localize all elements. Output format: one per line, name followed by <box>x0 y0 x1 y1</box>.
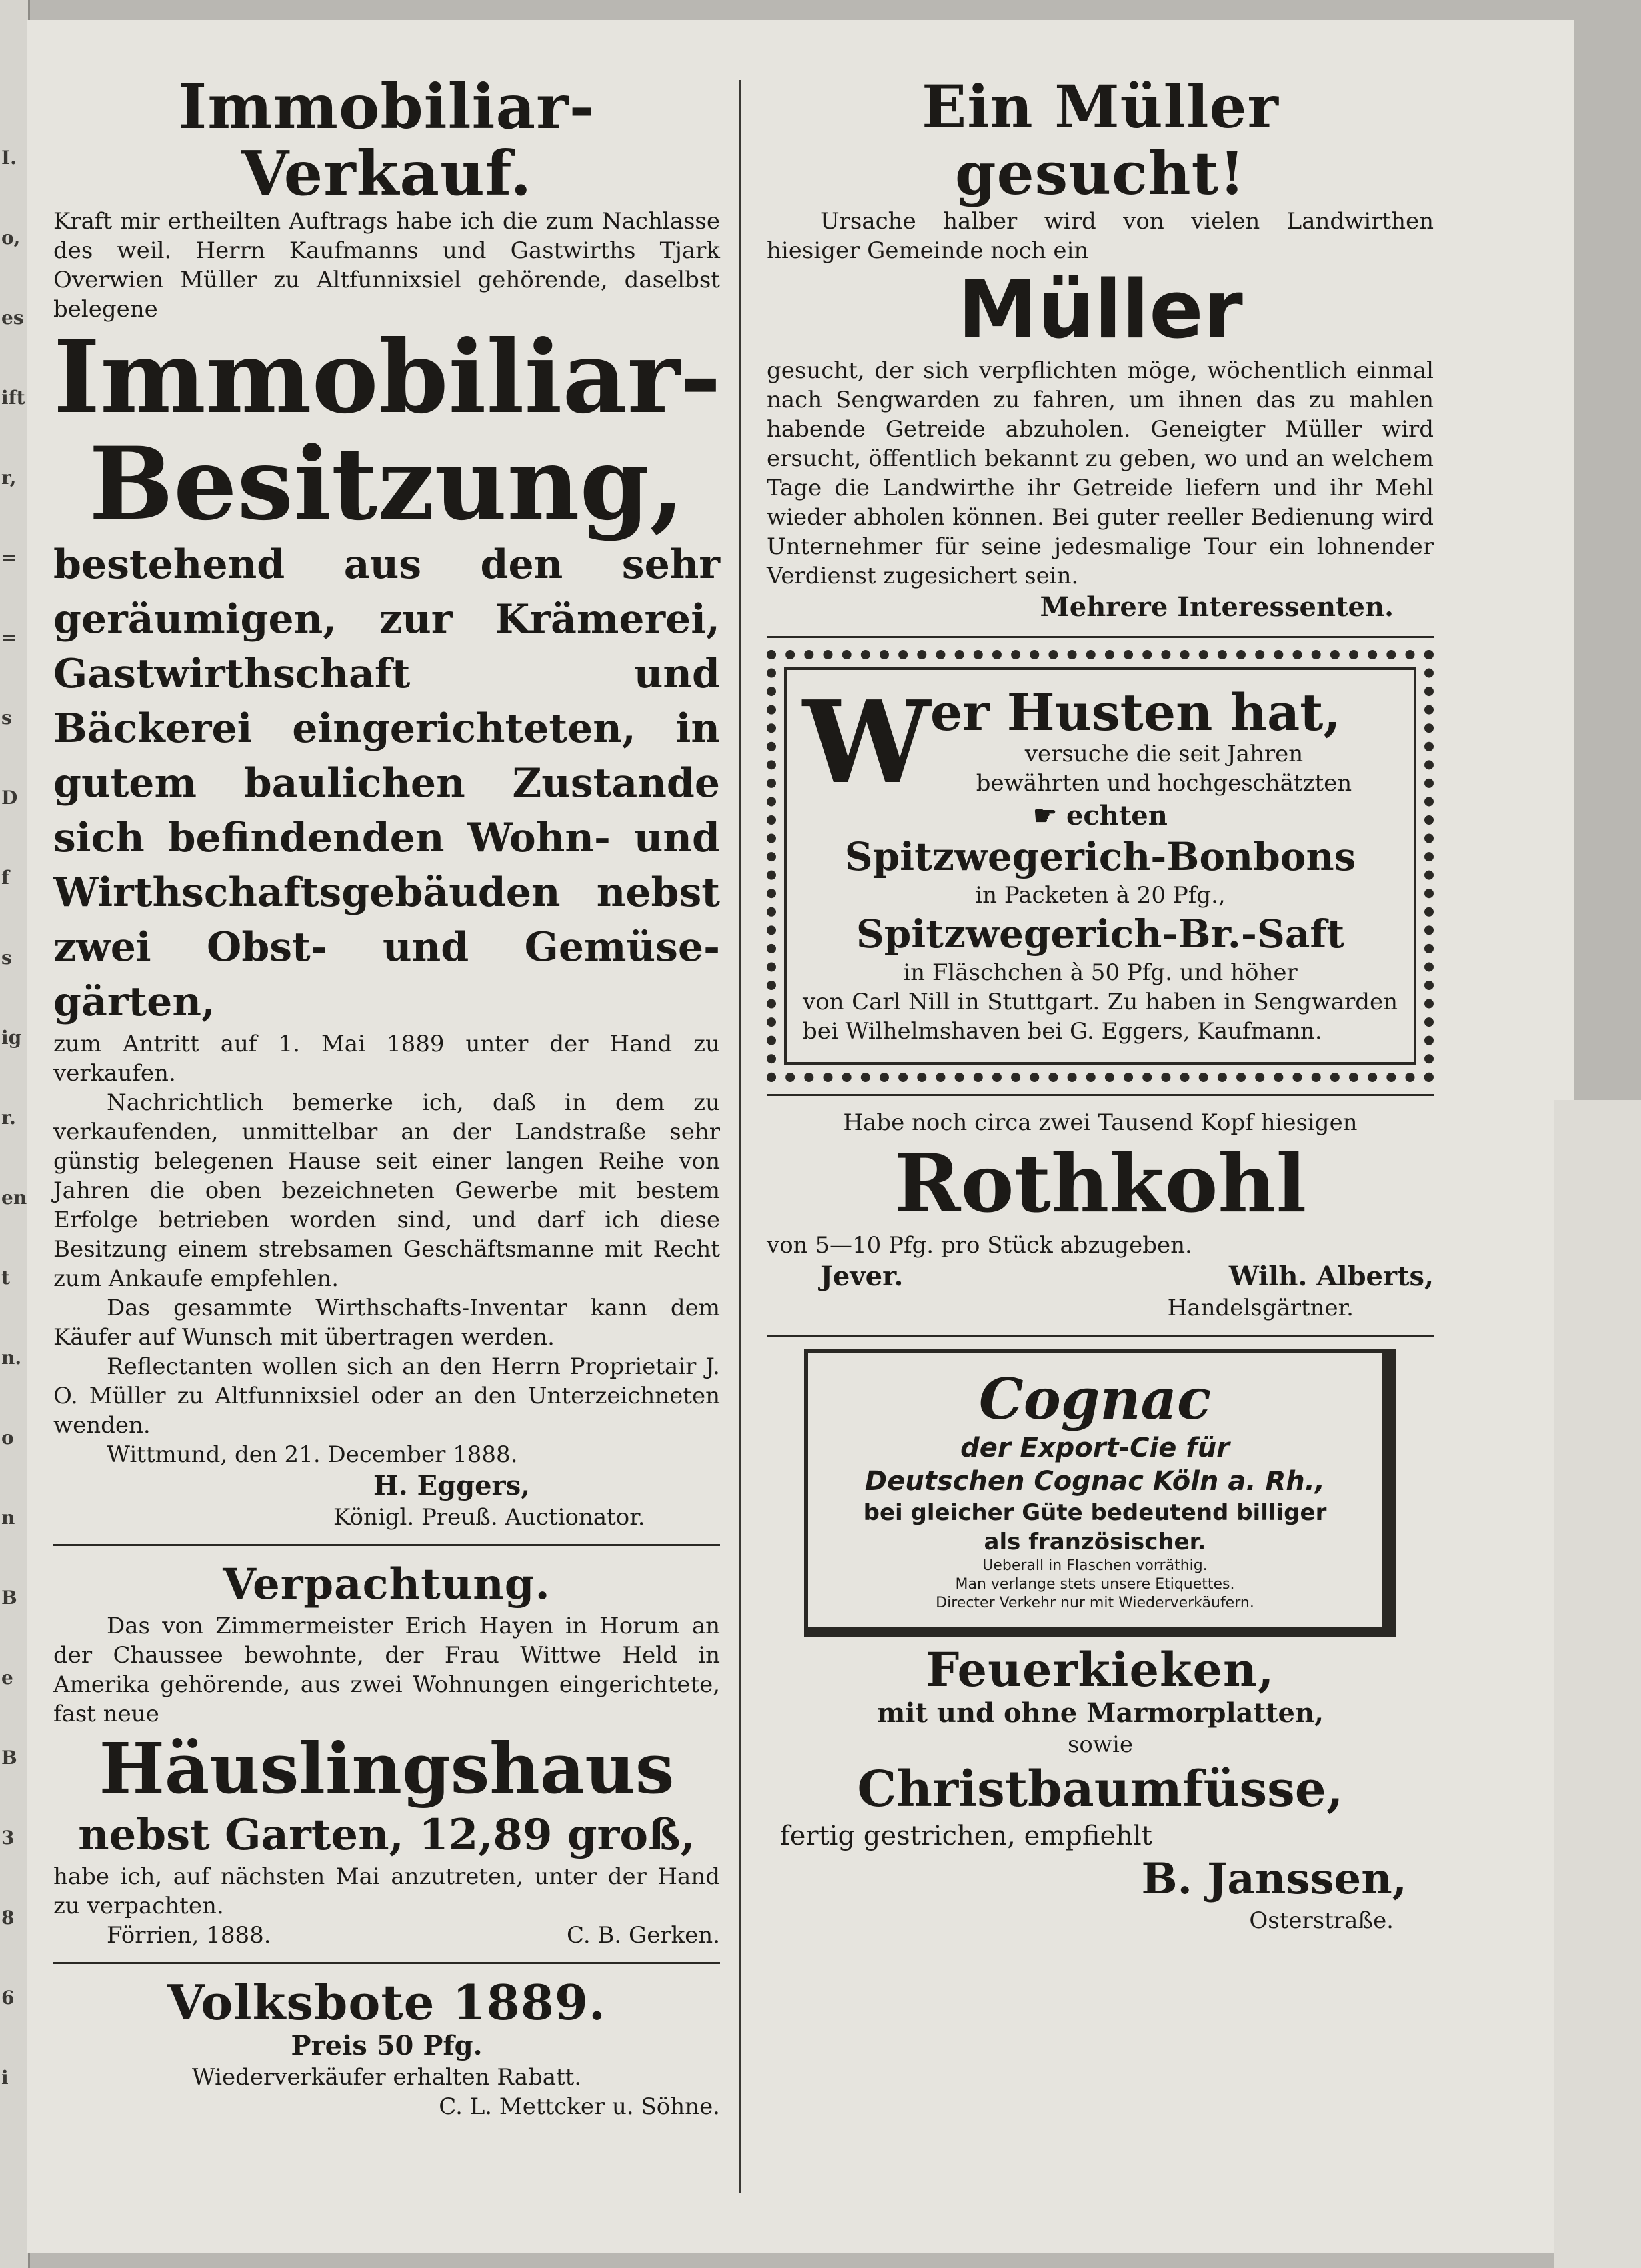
divider <box>767 1094 1434 1096</box>
ad-place-date: Wittmund, den 21. December 1888. <box>107 1441 518 1468</box>
margin-glyph: = <box>1 547 17 569</box>
ad-rothkohl <box>767 1108 1434 1323</box>
ad-note: Wiederverkäufer erhalten Rabatt. <box>191 2064 582 2091</box>
ad-line: als französischer. <box>984 1529 1206 1555</box>
margin-glyph: i <box>1 2067 9 2089</box>
divider <box>767 1335 1434 1337</box>
ad-signer: C. L. Mettcker u. Söhne. <box>439 2093 720 2120</box>
ad-line: bewährten und hochgeschätzten <box>976 770 1352 797</box>
ad-line: versuche die seit Jahren <box>1024 741 1304 767</box>
margin-glyph: ig <box>1 1027 22 1049</box>
ad-signer-title: Handelsgärtner. <box>1167 1295 1354 1321</box>
ad-line: mit und ohne Marmorplatten, <box>876 1697 1324 1729</box>
margin-glyph: = <box>1 627 17 649</box>
ad-signer-title: Königl. Preuß. Auctionator. <box>333 1504 645 1531</box>
margin-glyph: n. <box>1 1347 22 1369</box>
ad-pack: in Packeten à 20 Pfg., <box>975 882 1226 909</box>
margin-glyph: o <box>1 1427 14 1449</box>
margin-glyph: ift <box>1 387 25 409</box>
ad-intro: Kraft mir ertheilten Auftrags habe ich die zum Nachlasse des weil. Herrn Kaufmanns und Gastwirths Tjark Overwien Müller zu Altfunnixsiel gehörende, daselbst belegene <box>53 208 720 323</box>
ad-paragraph: Reflectanten wollen sich an den Herrn Proprietair J. O. Müller zu Altfunnixsiel oder an den Unterzeichneten wenden. <box>53 1353 720 1439</box>
ad-line: Ueberall in Flaschen vorräthig. <box>982 1557 1208 1574</box>
ad-subheadline: nebst Garten, 12,89 groß, <box>78 1810 695 1860</box>
ad-title: Volksbote 1889. <box>167 1974 606 2031</box>
ad-line: Man verlange stets unsere Etiquettes. <box>955 1576 1235 1593</box>
ad-husten <box>767 650 1434 1082</box>
ad-text: von 5—10 Pfg. pro Stück abzugeben. <box>767 1232 1192 1259</box>
margin-strip <box>0 0 30 2268</box>
drop-initial: W <box>803 676 930 809</box>
ad-signer: H. Eggers, <box>373 1470 531 1501</box>
ad-product: Spitzwegerich-Br.-Saft <box>856 911 1345 957</box>
ad-echt-label: echten <box>1066 800 1168 831</box>
ad-paragraph: habe ich, auf nächsten Mai anzutreten, unter der Hand zu verpachten. <box>53 1863 720 1919</box>
ad-pack: in Fläschchen à 50 Pfg. und höher <box>903 959 1298 986</box>
margin-glyph: D <box>1 787 18 809</box>
ad-paragraph: Nachrichtlich bemerke ich, daß in dem zu verkaufenden, unmittelbar an der Landstraße sehr günstig belegenen Hause seit einer langen Reihe von Jahren die oben bezeichneten Gewerbe mit bestem Erfolge betrieben worden sind, und darf ich diese Besitzung einem strebsamen Geschäftsmanne mit Recht zum Ankaufe empfehlen. <box>53 1089 720 1292</box>
ad-title-row <box>803 676 1398 809</box>
page-fold <box>1554 1100 1641 2268</box>
margin-glyph: t <box>1 1267 10 1289</box>
margin-glyph: 3 <box>1 1827 15 1849</box>
ad-immobiliar-verkauf <box>53 73 720 1532</box>
ad-signer: B. Janssen, <box>1141 1854 1407 1904</box>
ad-line: Directer Verkehr nur mit Wiederverkäufern. <box>936 1595 1254 1611</box>
ad-paragraph: Das von Zimmermeister Erich Hayen in Horum an der Chaussee bewohnte, der Frau Wittwe Held in Amerika gehörende, aus zwei Wohnungen eingerichtete, fast neue <box>53 1613 720 1727</box>
ad-paragraph: Das gesammte Wirthschafts-Inventar kann dem Käufer auf Wunsch mit übertragen werden. <box>53 1295 720 1351</box>
ad-signer: Wilh. Alberts, <box>1228 1261 1434 1292</box>
ad-maker: von Carl Nill in Stuttgart. Zu haben in Sengwarden bei Wilhelmshaven bei G. Eggers, Kaufmann. <box>803 989 1398 1045</box>
column-rule <box>739 80 741 2193</box>
ad-headline-2: Besitzung, <box>89 425 685 543</box>
margin-glyph: n <box>1 1507 15 1529</box>
ad-line: sowie <box>1067 1731 1133 1758</box>
divider <box>53 1544 720 1546</box>
ad-headline: Rothkohl <box>894 1137 1307 1231</box>
ad-title-block <box>930 683 1398 798</box>
margin-glyph: o, <box>1 227 21 249</box>
ad-place: Jever. <box>820 1261 904 1292</box>
ad-title: Cognac <box>978 1366 1212 1432</box>
ad-mueller-gesucht <box>767 73 1434 624</box>
ad-street: Osterstraße. <box>1249 1907 1394 1934</box>
margin-glyph: en <box>1 1187 27 1209</box>
ad-signature-row <box>767 1260 1434 1293</box>
ad-title: er Husten hat, <box>930 683 1341 742</box>
ad-verpachtung <box>53 1558 720 1950</box>
margin-glyph: r. <box>1 1107 16 1129</box>
ad-line: Deutschen Cognac Köln a. Rh., <box>864 1466 1326 1497</box>
divider <box>53 1962 720 1964</box>
ad-product: Spitzwegerich-Bonbons <box>844 834 1356 879</box>
ad-signature-row <box>53 1921 720 1950</box>
margin-glyph: 6 <box>1 1987 15 2009</box>
ad-price: Preis 50 Pfg. <box>291 2030 483 2061</box>
margin-glyph: es <box>1 307 24 329</box>
right-column <box>767 73 1434 1935</box>
ad-feuerkieken <box>767 1643 1434 1935</box>
ad-headline: Häuslingshaus <box>99 1727 675 1809</box>
ad-line: der Export-Cie für <box>960 1433 1230 1463</box>
ad-title: Immobiliar-Verkauf. <box>178 71 595 209</box>
ad-intro: Habe noch circa zwei Tausend Kopf hiesigen <box>843 1109 1358 1136</box>
margin-glyph: r, <box>1 467 17 489</box>
ad-echt: ☛ echten <box>1033 800 1168 831</box>
margin-glyph: I. <box>1 147 17 169</box>
margin-glyph: e <box>1 1667 13 1689</box>
ad-volksbote <box>53 1976 720 2121</box>
ad-headline: Müller <box>958 264 1243 357</box>
ad-signer: Mehrere Interessenten. <box>1040 591 1394 623</box>
margin-glyph: s <box>1 707 12 729</box>
ad-signer: C. B. Gerken. <box>567 1922 720 1949</box>
ad-title: Verpachtung. <box>223 1559 551 1609</box>
margin-glyph: 8 <box>1 1907 15 1929</box>
ad-paragraph: gesucht, der sich verpflichten möge, wöchentlich einmal nach Sengwarden zu fahren, um ihnen das zu mahlen habende Getreide abzuholen. Geneigter Müller wird ersucht, öffentlich bekannt zu geben, wo und an welchem Tage die Landwirthe ihr Getreide liefern und ihr Mehl wieder abholen können. Bei guter reeller Bedienung wird Unternehmer für seine jedesmalige Tour ein lohnender Verdienst zugesichert sein. <box>767 357 1434 589</box>
ad-subheadline: bestehend aus den sehr geräumigen, zur Krämerei, Gastwirthschaft und Bäckerei eingerichteten, in gutem baulichen Zustande sich befindenden Wohn- und Wirthschaftsgebäuden nebst zwei Obst- und Gemüse-gärten, <box>53 541 720 1025</box>
ad-intro: Ursache halber wird von vielen Landwirthen hiesiger Gemeinde noch ein <box>767 208 1434 264</box>
left-column <box>53 73 720 2121</box>
margin-glyph: B <box>1 1747 17 1769</box>
margin-glyph: B <box>1 1587 17 1609</box>
ad-line: bei gleicher Güte bedeutend billiger <box>863 1499 1327 1526</box>
ad-title: Feuerkieken, <box>926 1642 1275 1697</box>
ad-paragraph: zum Antritt auf 1. Mai 1889 unter der Hand zu verkaufen. <box>53 1031 720 1087</box>
ad-cognac <box>804 1349 1396 1637</box>
ad-headline: Immobiliar- <box>53 319 721 436</box>
margin-glyph: s <box>1 947 12 969</box>
margin-glyph: f <box>1 867 10 889</box>
ad-headline: Christbaumfüsse, <box>857 1761 1344 1818</box>
ad-place-date: Förrien, 1888. <box>107 1922 271 1949</box>
ad-title: Ein Müller gesucht! <box>922 72 1279 208</box>
ad-line: fertig gestrichen, empfiehlt <box>780 1821 1152 1851</box>
divider <box>767 636 1434 638</box>
